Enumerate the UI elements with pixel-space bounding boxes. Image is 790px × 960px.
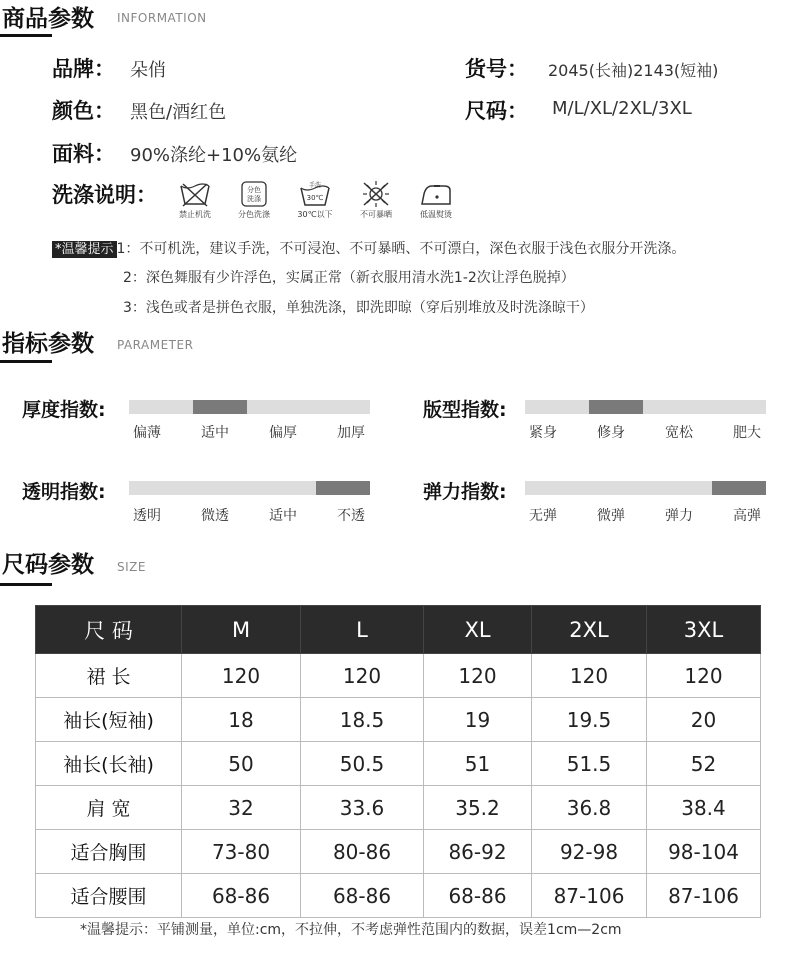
index-bar-selected xyxy=(316,481,370,495)
index-label: 版型指数: xyxy=(423,399,507,421)
section-title-product: 商品参数 xyxy=(2,6,94,32)
table-cell: 120 xyxy=(532,654,647,698)
table-row xyxy=(36,654,761,698)
table-cell: 73-80 xyxy=(182,830,301,874)
table-cell: 120 xyxy=(424,654,532,698)
brand-value: 朵俏 xyxy=(130,60,166,81)
brand-label: 品牌： xyxy=(52,57,115,81)
size-table xyxy=(35,605,761,918)
wash-separately-icon: 分色 洗涤 分色洗涤 xyxy=(234,180,274,220)
table-row xyxy=(36,698,761,742)
table-cell: 52 xyxy=(647,742,761,786)
item-no-value: 2045(长袖)2143(短袖) xyxy=(548,61,719,80)
section-subtitle-product: INFORMATION xyxy=(117,11,207,25)
index-tick-label: 偏薄 xyxy=(133,425,161,441)
table-cell: 86-92 xyxy=(424,830,532,874)
header-cell: 尺 码 xyxy=(36,606,182,654)
section-title-size: 尺码参数 xyxy=(2,552,94,578)
table-cell: 32 xyxy=(182,786,301,830)
svg-text:手洗: 手洗 xyxy=(308,182,322,189)
svg-text:30℃: 30℃ xyxy=(306,194,324,202)
tip-line-1: *温馨提示 1：不可机洗，建议手洗，不可浸泡、不可暴晒、不可漂白，深色衣服于浅色衣服分开洗涤。 xyxy=(52,238,685,258)
size-footnote: *温馨提示：平铺测量，单位:cm，不拉伸，不考虑弹性范围内的数据，误差1cm—2cm xyxy=(80,922,622,938)
section-subtitle-size: SIZE xyxy=(117,560,146,574)
tip-line-2: 2：深色舞服有少许浮色，实属正常（新衣服用清水洗1-2次让浮色脱掉） xyxy=(123,270,575,286)
header-cell: 3XL xyxy=(647,606,761,654)
table-row xyxy=(36,742,761,786)
index-bar xyxy=(129,400,370,414)
table-cell: 50.5 xyxy=(301,742,424,786)
table-cell: 20 xyxy=(647,698,761,742)
row-header-cell: 适合胸围 xyxy=(36,830,182,874)
color-label: 颜色： xyxy=(52,99,115,123)
section-underline xyxy=(0,360,52,363)
index-tick-label: 偏厚 xyxy=(269,425,297,441)
index-label: 弹力指数: xyxy=(423,481,507,503)
table-cell: 19 xyxy=(424,698,532,742)
row-header-cell: 肩 宽 xyxy=(36,786,182,830)
fabric-value: 90%涤纶+10%氨纶 xyxy=(130,145,298,166)
index-label: 透明指数: xyxy=(22,481,106,503)
no-sun-exposure-icon: 不可暴晒 xyxy=(356,180,396,220)
index-tick-label: 无弹 xyxy=(529,508,557,524)
index-bar xyxy=(525,400,766,414)
size-label: 尺码： xyxy=(465,99,528,123)
table-cell: 68-86 xyxy=(301,874,424,918)
header-cell: M xyxy=(182,606,301,654)
index-tick-label: 肥大 xyxy=(733,425,761,441)
color-value: 黑色/酒红色 xyxy=(130,102,227,123)
index-bar-selected xyxy=(193,400,247,414)
index-bar-selected xyxy=(712,481,766,495)
section-subtitle-index: PARAMETER xyxy=(117,338,194,352)
section-title-index: 指标参数 xyxy=(2,331,94,357)
index-tick-label: 微透 xyxy=(201,508,229,524)
table-cell: 50 xyxy=(182,742,301,786)
index-label: 厚度指数: xyxy=(22,399,106,421)
index-bar xyxy=(129,481,370,495)
table-cell: 38.4 xyxy=(647,786,761,830)
table-cell: 68-86 xyxy=(424,874,532,918)
index-tick-label: 微弹 xyxy=(597,508,625,524)
index-bar xyxy=(525,481,766,495)
header-cell: XL xyxy=(424,606,532,654)
svg-text:洗涤: 洗涤 xyxy=(247,195,261,203)
table-row xyxy=(36,830,761,874)
size-value: M/L/XL/2XL/3XL xyxy=(552,98,692,119)
fabric-label: 面料： xyxy=(52,142,115,166)
index-tick-label: 适中 xyxy=(201,425,229,441)
table-cell: 35.2 xyxy=(424,786,532,830)
table-cell: 87-106 xyxy=(532,874,647,918)
row-header-cell: 袖长(长袖) xyxy=(36,742,182,786)
hand-wash-30c-icon: 手洗 30℃ 30℃以下 xyxy=(297,182,333,219)
item-no-label: 货号： xyxy=(465,57,528,81)
table-cell: 68-86 xyxy=(182,874,301,918)
table-cell: 80-86 xyxy=(301,830,424,874)
index-tick-label: 宽松 xyxy=(665,425,693,441)
index-tick-label: 透明 xyxy=(133,508,161,524)
no-machine-wash-icon: 禁止机洗 xyxy=(175,180,215,220)
header-cell: L xyxy=(301,606,424,654)
table-cell: 51 xyxy=(424,742,532,786)
tip-badge: *温馨提示 xyxy=(52,241,117,258)
table-cell: 92-98 xyxy=(532,830,647,874)
table-cell: 120 xyxy=(647,654,761,698)
row-header-cell: 袖长(短袖) xyxy=(36,698,182,742)
table-cell: 51.5 xyxy=(532,742,647,786)
section-underline xyxy=(0,583,52,586)
row-header-cell: 裙 长 xyxy=(36,654,182,698)
table-cell: 33.6 xyxy=(301,786,424,830)
tip-line-3: 3：浅色或者是拼色衣服，单独洗涤，即洗即晾（穿后别堆放及时洗涤晾干） xyxy=(123,300,594,316)
header-cell: 2XL xyxy=(532,606,647,654)
table-cell: 36.8 xyxy=(532,786,647,830)
table-cell: 18.5 xyxy=(301,698,424,742)
index-tick-label: 加厚 xyxy=(337,425,365,441)
row-header-cell: 适合腰围 xyxy=(36,874,182,918)
table-cell: 120 xyxy=(182,654,301,698)
index-bar-selected xyxy=(589,400,643,414)
table-row xyxy=(36,874,761,918)
table-cell: 87-106 xyxy=(647,874,761,918)
index-tick-label: 修身 xyxy=(597,425,625,441)
size-table-header xyxy=(36,606,761,654)
table-cell: 120 xyxy=(301,654,424,698)
index-tick-label: 不透 xyxy=(337,508,365,524)
section-underline xyxy=(0,34,52,37)
table-cell: 98-104 xyxy=(647,830,761,874)
index-tick-label: 紧身 xyxy=(529,425,557,441)
index-tick-label: 高弹 xyxy=(733,508,761,524)
low-temp-iron-icon: 低温熨烫 xyxy=(416,180,456,220)
svg-text:分色: 分色 xyxy=(247,186,261,194)
wash-label: 洗涤说明： xyxy=(52,183,157,207)
index-tick-label: 弹力 xyxy=(665,508,693,524)
table-cell: 19.5 xyxy=(532,698,647,742)
index-tick-label: 适中 xyxy=(269,508,297,524)
table-cell: 18 xyxy=(182,698,301,742)
table-row xyxy=(36,786,761,830)
